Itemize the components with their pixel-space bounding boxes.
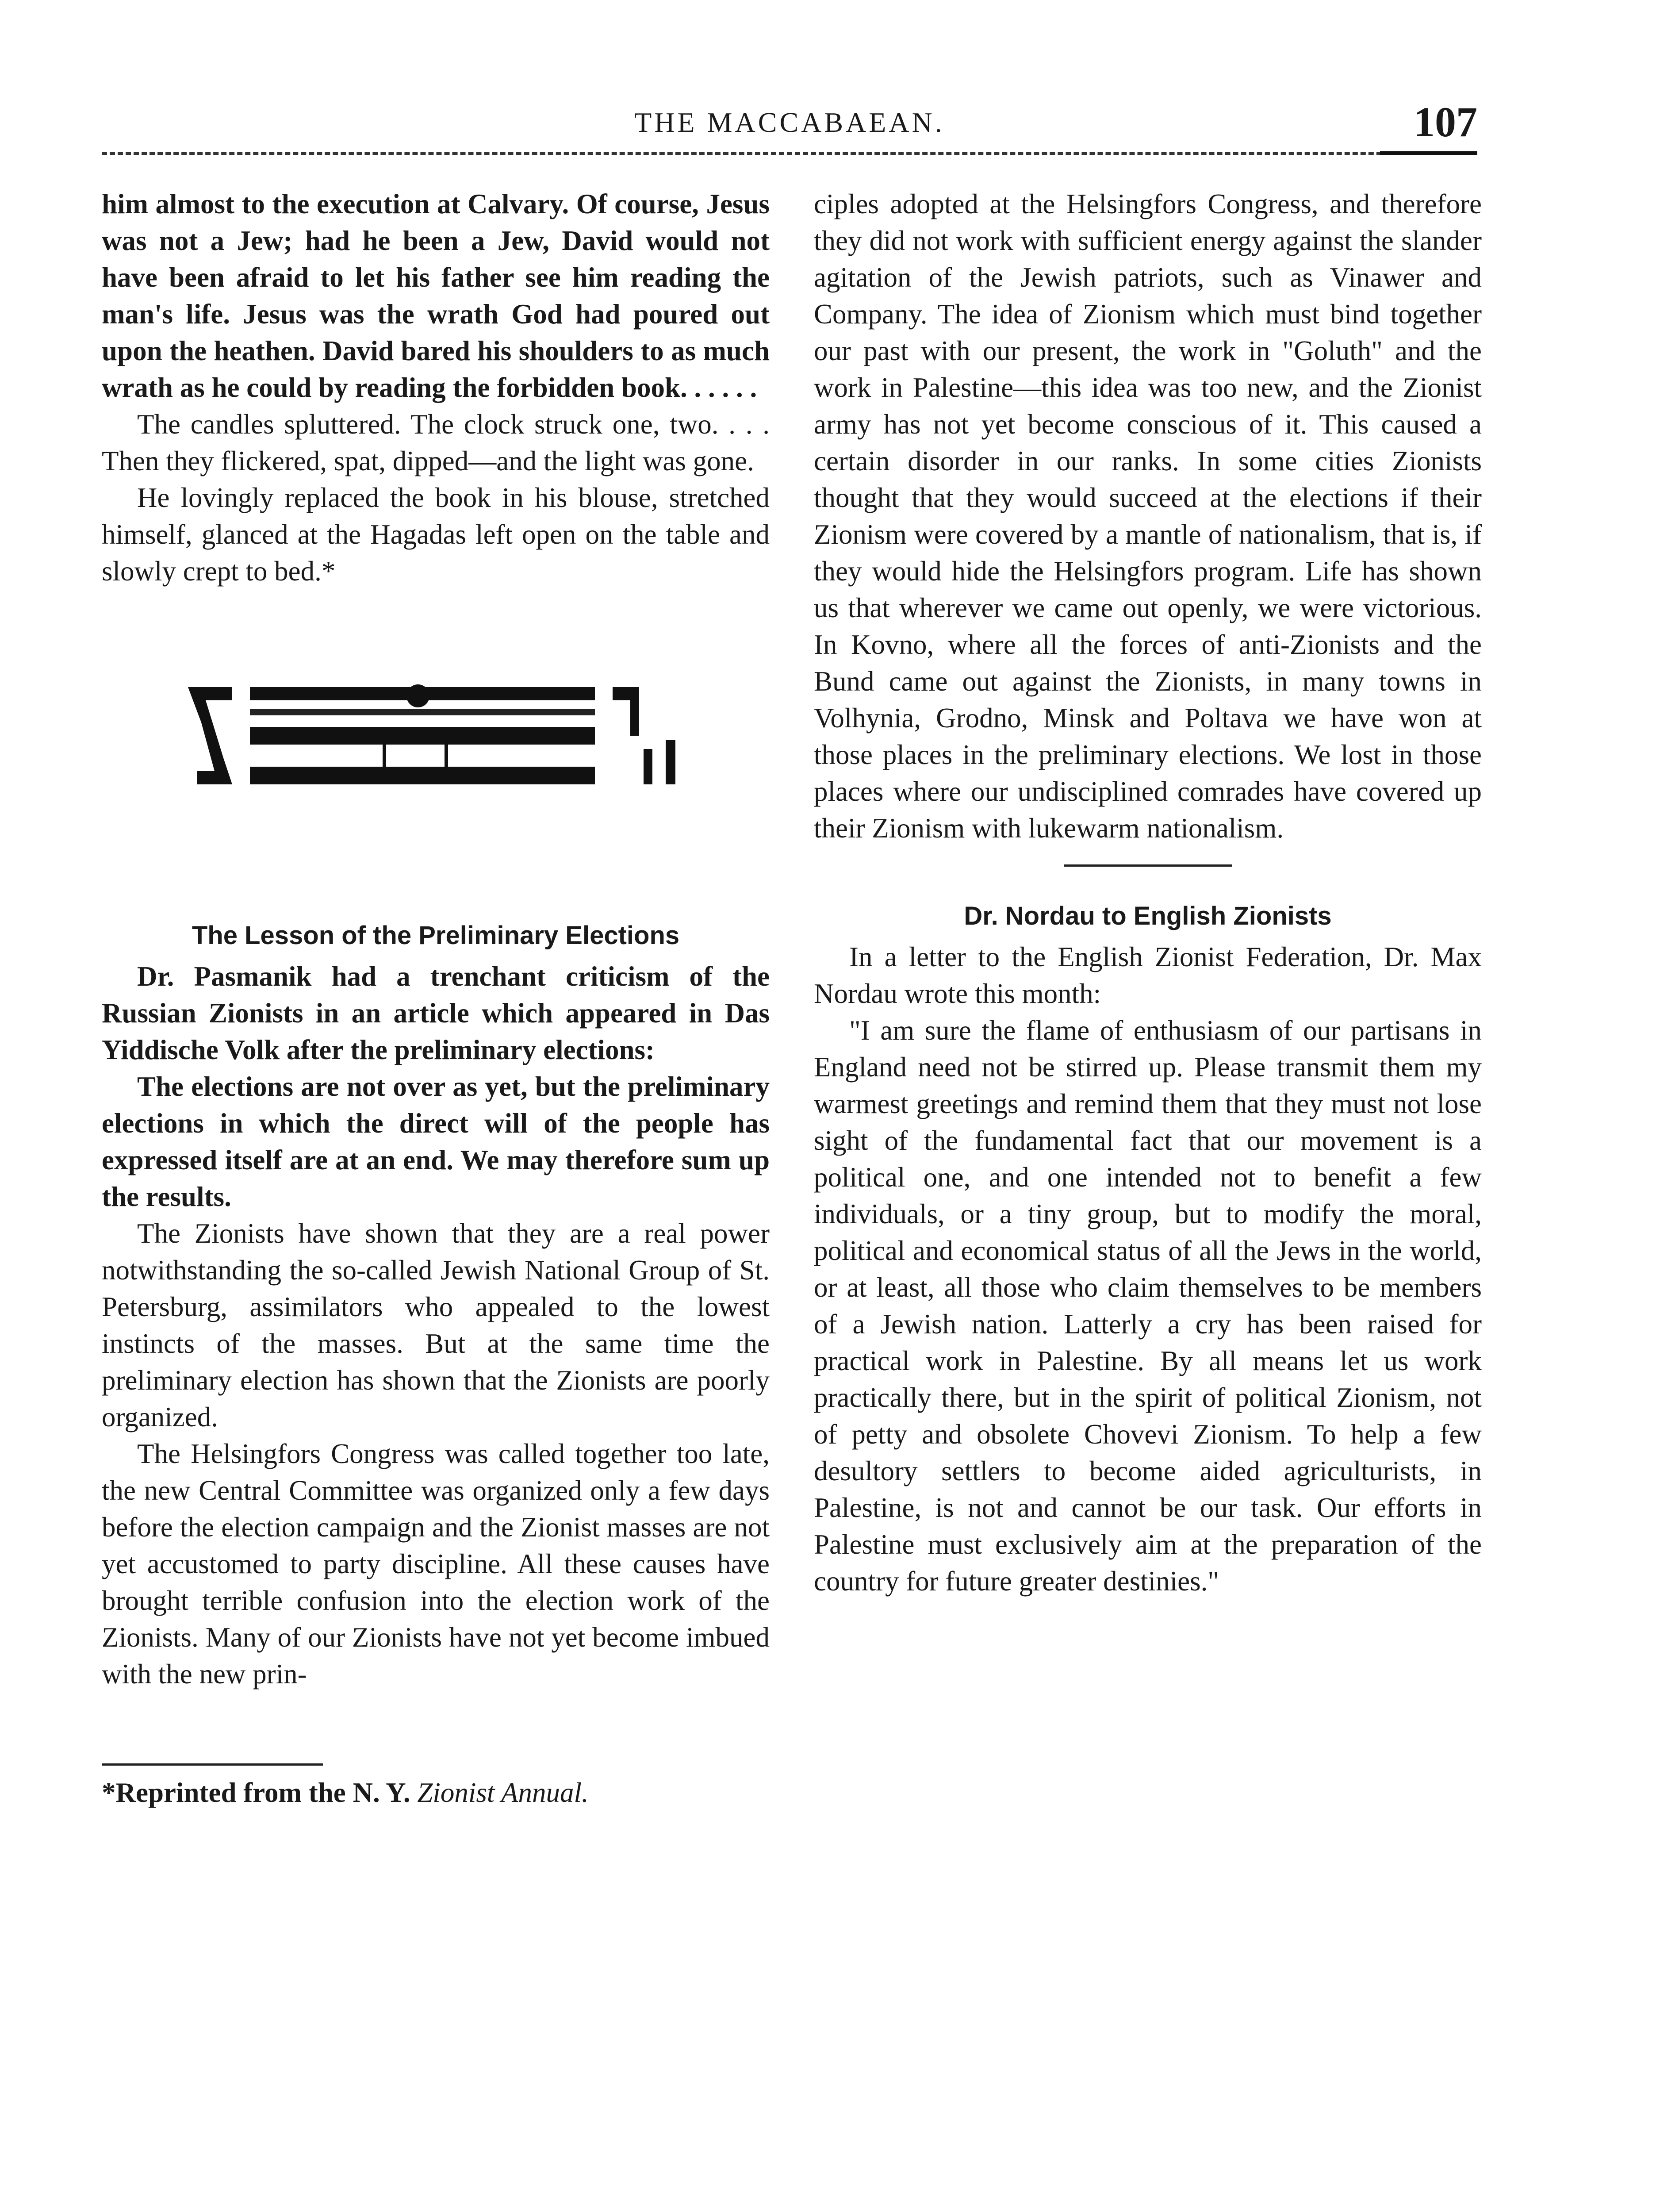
article-paragraph: In a letter to the English Zionist Federation, Dr. Max Nordau wrote this month: bbox=[814, 941, 1482, 1009]
article-paragraph: The Zionists have shown that they are a real power notwithstanding the so-called Jewish National Group of St. Petersburg, assimilators who appealed to the lowest instincts of the masses. But at the same time the preliminary election has shown that the Zionists are poorly organized. bbox=[102, 1218, 770, 1432]
story-paragraph: He lovingly replaced the book in his blouse, stretched himself, glanced at the Hagadas left open on the table and slowly crept to bed.* bbox=[102, 482, 770, 587]
article-paragraph: The Helsingfors Congress was called together too late, the new Central Committee was organized only a few days before the election campaign and the Zionist masses are not yet accustomed to party discipline. All these causes have brought terrible confusion into the election work of the Zionists. Many of our Zionists have not yet become imbued with the new prin- bbox=[102, 1438, 770, 1690]
footnote-rule bbox=[102, 1763, 323, 1766]
article-paragraph: The elections are not over as yet, but the preliminary elections in which the direct will of the people has expressed itself are at an end. We may therefore sum up the results. bbox=[102, 1071, 770, 1212]
article-paragraph: "I am sure the flame of enthusiasm of our partisans in England need not be stirred up. Please transmit them my warmest greetings and remind them that they must not lose sight of the fundamental fact that our movement is a political one, and one intended not to benefit a few individuals, or a tiny group, but to modify the moral, political and economical status of all the Jews in the world, or at least, all those who claim themselves to be members of a Jewish nation. Latterly a cry has been raised for practical work in Palestine. By all means let us work practically there, but in the spirit of political Zionism, not of petty and obsolete Chovevi Zionism. To help a few desultory settlers to become aided agriculturists, in Palestine, is not and cannot be our task. Our efforts in Palestine must exclusively aim at the preparation of the country for future greater destinies." bbox=[814, 1015, 1482, 1597]
section-heading-nordau: Dr. Nordau to English Zionists bbox=[964, 902, 1332, 930]
footnote-lead: *Reprinted from the N. Y. bbox=[102, 1777, 410, 1808]
footnote bbox=[102, 1774, 770, 1811]
right-column bbox=[814, 186, 1482, 1600]
story-paragraph: him almost to the execution at Calvary. Of course, Jesus was not a Jew; had he been a Jew, David would not have been afraid to let his father see him reading the man's life. Jesus was the wrath God had poured out upon the heathen. David bared his shoulders to as much wrath as he could by reading the forbidden book. . . . . . bbox=[102, 188, 770, 403]
page-number: 107 bbox=[1414, 98, 1477, 146]
page-number-rule bbox=[1380, 151, 1477, 155]
header-rule bbox=[102, 152, 1477, 155]
column-divider bbox=[1064, 864, 1232, 867]
article-paragraph: Dr. Pasmanik had a trenchant criticism of the Russian Zionists in an article which appeared in Das Yiddische Volk after the preliminary elections: bbox=[102, 961, 770, 1065]
hebrew-ornament-icon bbox=[170, 669, 701, 802]
left-column bbox=[102, 186, 770, 1811]
footnote-source: Zionist Annual. bbox=[417, 1777, 589, 1808]
story-paragraph: The candles spluttered. The clock struck one, two. . . . Then they flickered, spat, dipped—and the light was gone. bbox=[102, 409, 770, 476]
running-title: THE MACCABAEAN. bbox=[634, 107, 945, 138]
continuation-paragraph: ciples adopted at the Helsingfors Congress, and therefore they did not work with sufficient energy against the slander agitation of the Jewish patriots, such as Vinawer and Company. The idea of Zionism which must bind together our past with our present, the work in "Goluth" and the work in Palestine—this idea was too new, and the Zionist army has not yet become conscious of it. This caused a certain disorder in our ranks. In some cities Zionists thought that they would succeed at the elections if their Zionism were covered by a mantle of nationalism, that is, if they would hide the Helsingfors program. Life has shown us that wherever we came out openly, we were victorious. In Kovno, where all the forces of anti-Zionists and the Bund came out against the Zionists, in many towns in Volhynia, Grodno, Minsk and Poltava we have won at those places in the preliminary elections. We lost in those places where our undisciplined comrades have covered up their Zionism with lukewarm nationalism. bbox=[814, 188, 1482, 844]
page-header bbox=[102, 98, 1477, 155]
section-heading-elections: The Lesson of the Preliminary Elections bbox=[192, 921, 680, 950]
